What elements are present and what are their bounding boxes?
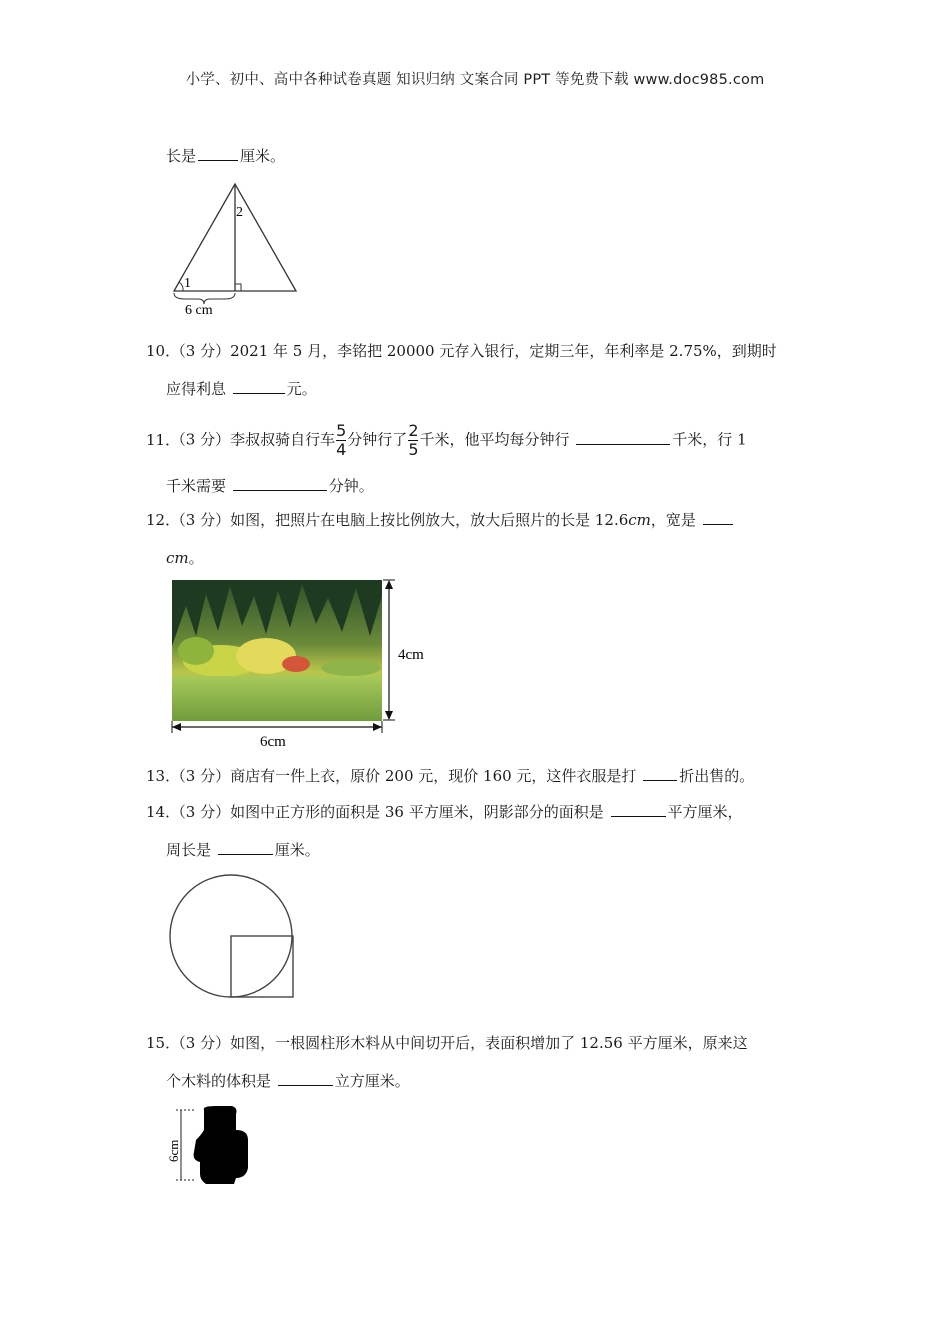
q11-text-2b: 分钟。: [328, 477, 374, 495]
q10-line1: [146, 341, 777, 361]
q15-answer-blank[interactable]: [278, 1071, 333, 1086]
q9-triangle-figure: [165, 176, 305, 318]
q14-answer-blank-1[interactable]: [611, 802, 666, 817]
q11-text-b: 分钟行了: [347, 430, 408, 449]
q11-fraction-km: [408, 423, 418, 458]
q12-line1: [146, 510, 735, 530]
q12-text-a: （3 分）如图，把照片在电脑上按比例放大，放大后照片的长是 12.6: [170, 511, 629, 529]
arrow-left-icon: [172, 723, 181, 731]
q12-text-b: ，宽是: [650, 511, 696, 529]
q14-number: 14．: [146, 803, 181, 821]
q10-answer-blank[interactable]: [233, 379, 285, 394]
q11-text-a: （3 分）李叔叔骑自行车: [170, 430, 336, 449]
fraction-denominator: 5: [408, 440, 419, 459]
q14-line2: [166, 840, 320, 860]
q11-text-d: 千米，行 1: [672, 430, 747, 449]
photo-height-label: 4cm: [398, 647, 424, 663]
q11-number: 11．: [146, 430, 181, 449]
q14-text-2a: 周长是: [166, 841, 212, 859]
q11-line1: [146, 423, 747, 458]
cylinder-height-label: 6cm: [166, 1139, 181, 1162]
q10-text-2a: 应得利息: [166, 380, 227, 398]
q11-line2: [166, 476, 374, 496]
q15-number: 15．: [146, 1034, 181, 1052]
fraction-numerator: 5: [336, 421, 347, 440]
q12-photo-figure: [166, 576, 436, 748]
q11-answer-blank-1[interactable]: [576, 430, 670, 445]
q12-number: 12．: [146, 511, 181, 529]
q12-line2-end: 。: [188, 549, 204, 567]
angle2-label: 2: [236, 205, 243, 220]
page-header: 小学、初中、高中各种试卷真题 知识归纳 文案合同 PPT 等免费下载 www.doc985.com: [185, 72, 765, 88]
q9-answer-blank[interactable]: [198, 146, 238, 161]
angle1-label: 1: [184, 276, 191, 291]
q11-text-2a: 千米需要: [166, 477, 227, 495]
q14-text-b: 平方厘米，: [667, 803, 743, 821]
q12-unit: cm: [628, 511, 651, 529]
q9-text-a: 长是: [166, 147, 197, 165]
arrow-down-icon: [385, 711, 393, 720]
arrow-right-icon: [373, 723, 382, 731]
q10-text: （3 分）2021 年 5 月，李铭把 20000 元存入银行，定期三年，年利率是 2.75%，到期时: [170, 342, 777, 360]
q13-text-b: 折出售的。: [679, 767, 755, 785]
q14-text-a: （3 分）如图中正方形的面积是 36 平方厘米，阴影部分的面积是: [170, 803, 604, 821]
q10-number: 10．: [146, 342, 181, 360]
q11-text-c: 千米，他平均每分钟行: [419, 430, 570, 449]
q9-continuation: [166, 146, 285, 166]
arrow-up-icon: [385, 580, 393, 589]
q12-answer-blank[interactable]: [703, 510, 733, 525]
base-length-label: 6 cm: [185, 303, 213, 318]
landscape-photo: [172, 580, 382, 721]
angle1-arc: [179, 282, 183, 291]
cylinder-silhouette: [194, 1106, 248, 1184]
q10-line2: [166, 379, 317, 399]
q14-answer-blank-2[interactable]: [218, 840, 273, 855]
q13-number: 13．: [146, 767, 181, 785]
q12-line2: [166, 548, 204, 568]
q11-answer-blank-2[interactable]: [233, 476, 327, 491]
fraction-numerator: 2: [408, 421, 419, 440]
q15-text-2b: 立方厘米。: [334, 1072, 410, 1090]
q13-text-a: （3 分）商店有一件上衣，原价 200 元，现价 160 元，这件衣服是打: [170, 767, 637, 785]
q14-circle-square-figure: [166, 870, 300, 1004]
q14-line1: [146, 802, 743, 822]
q11-fraction-minutes: [336, 423, 346, 458]
q15-cylinder-figure: [166, 1104, 256, 1190]
q15-text-a: （3 分）如图，一根圆柱形木料从中间切开后，表面积增加了 12.56 平方厘米，原来这: [170, 1034, 748, 1052]
q15-line1: [146, 1033, 748, 1053]
q15-line2: [166, 1071, 410, 1091]
photo-width-label: 6cm: [260, 734, 286, 748]
q13-line1: [146, 766, 754, 786]
q13-answer-blank[interactable]: [643, 766, 677, 781]
fraction-denominator: 4: [336, 440, 347, 459]
right-angle-mark: [235, 284, 241, 291]
q10-text-2b: 元。: [286, 380, 317, 398]
q14-text-2b: 厘米。: [274, 841, 320, 859]
q9-text-b: 厘米。: [240, 147, 286, 165]
q12-unit-2: cm: [166, 549, 189, 567]
q15-text-2a: 个木料的体积是: [166, 1072, 272, 1090]
